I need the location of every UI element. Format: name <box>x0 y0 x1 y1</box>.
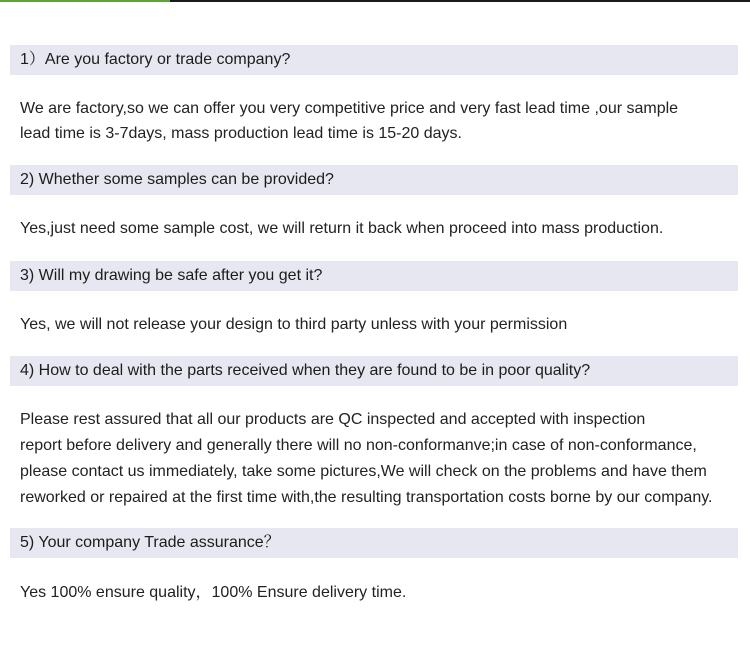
faq-answer-3-line-1: Yes, we will not release your design to third party unless with your permission <box>20 316 568 333</box>
faq-answer-1 <box>20 96 735 146</box>
faq-answer-2 <box>20 216 735 241</box>
top-divider <box>0 0 750 2</box>
faq-answer-4-line-2: report before delivery and generally there will no non-conformanve;in case of non-conformance, <box>20 437 697 454</box>
faq-answer-1-line-1: We are factory,so we can offer you very competitive price and very fast lead time ,our sample <box>20 100 679 117</box>
faq-question-2: 2) Whether some samples can be provided? <box>10 165 738 195</box>
faq-answer-4 <box>20 407 735 511</box>
faq-answer-4-line-1: Please rest assured that all our products are QC inspected and accepted with inspection <box>20 411 646 428</box>
faq-answer-5 <box>20 580 735 605</box>
faq-answer-5-line-1: Yes 100% ensure quality，100% Ensure delivery time. <box>20 584 407 601</box>
top-divider-accent <box>0 0 170 2</box>
faq-answer-3 <box>20 312 735 337</box>
faq-question-5: 5) Your company Trade assurance？ <box>10 528 738 558</box>
faq-answer-1-line-2: lead time is 3-7days, mass production lead time is 15-20 days. <box>20 125 462 142</box>
faq-answer-2-line-1: Yes,just need some sample cost, we will return it back when proceed into mass production. <box>20 220 664 237</box>
faq-answer-4-line-3: please contact us immediately, take some pictures,We will check on the problems and have them <box>20 463 707 480</box>
faq-question-4: 4) How to deal with the parts received when they are found to be in poor quality? <box>10 356 738 386</box>
faq-question-3: 3) Will my drawing be safe after you get it? <box>10 261 738 291</box>
faq-question-1: 1）Are you factory or trade company? <box>10 45 738 75</box>
faq-answer-4-line-4: reworked or repaired at the first time with,the resulting transportation costs borne by our company. <box>20 489 713 506</box>
